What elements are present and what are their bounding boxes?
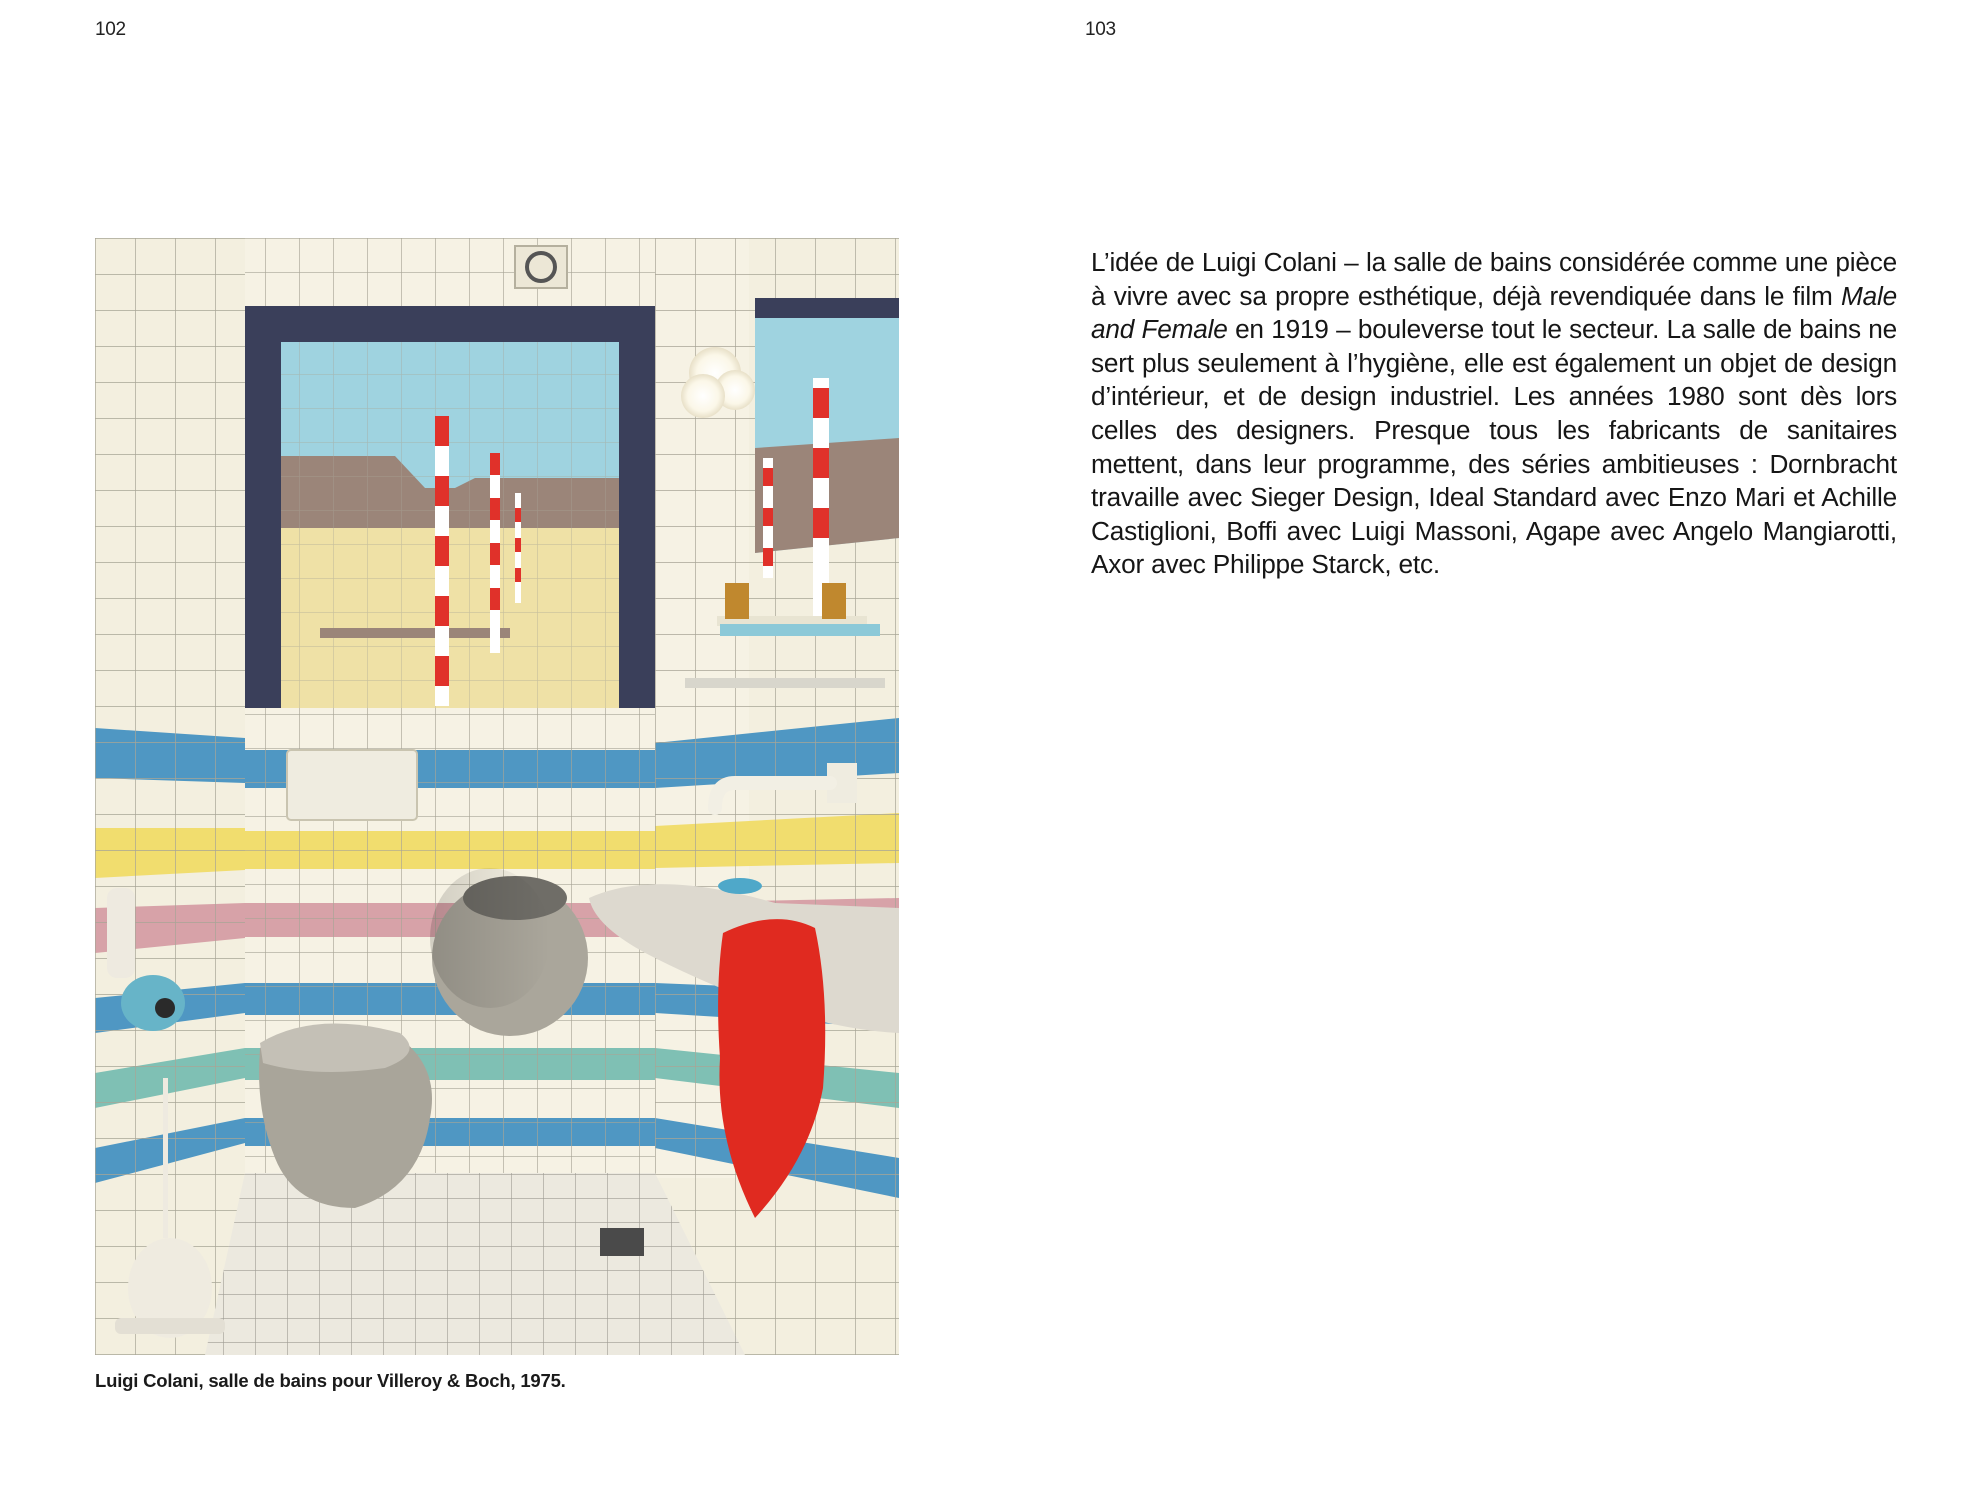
bathroom-illustration [95, 238, 899, 1355]
film-title: Male and Female [1091, 280, 1897, 345]
body-paragraph [1091, 246, 1897, 582]
figure-caption: Luigi Colani, salle de bains pour Villeroy & Boch, 1975. [95, 1370, 566, 1391]
page-number-right: 103 [1085, 19, 1116, 40]
bathroom-photo [95, 238, 899, 1355]
paragraph-part-1: L’idée de Luigi Colani – la salle de bains considérée comme une pièce à vivre avec sa propre esthétique, déjà revendiquée dans le film [1091, 247, 1897, 311]
page-number-left: 102 [95, 19, 126, 40]
right-page [984, 0, 1968, 1496]
paragraph-part-2: en 1919 – bouleverse tout le secteur. La salle de bains ne sert plus seulement à l’hygiène, elle est également un objet de design d’intérieur, et de design industriel. Les années 1980 sont dès lors celles des designers. Presque tous les fabricants de sanitaires mettent, dans leur programme, des séries ambitieuses : Dornbracht travaille avec Sieger Design, Ideal Standard avec Enzo Mari et Achille Castiglioni, Boffi avec Luigi Massoni, Agape avec Angelo Mangiarotti, Axor avec Philippe Starck, etc. [1091, 314, 1897, 580]
